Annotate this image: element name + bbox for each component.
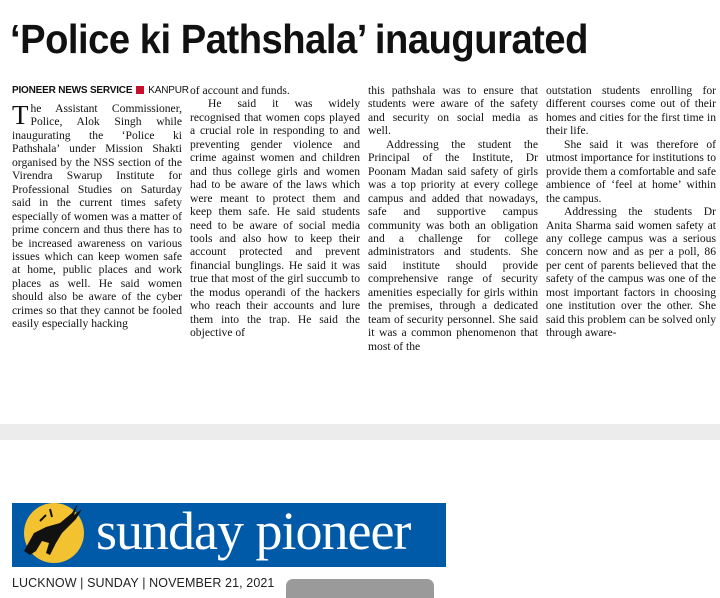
byline-location: KANPUR	[148, 85, 189, 96]
article-paragraph: He said it was widely recognised that women cops played a crucial role in responding to and preventing gender violence and crime against women and children and thus college girls and women had to be aware of the laws which were meant to protect them and keep them safe. He said students need to be aware of social media tools and also how to keep their account protected and prevent financial bunglings. He said it was true that most of the girl succumb to the modus operandi of the hackers who reach their accounts and lure them into the trap. He said the objective of	[190, 97, 360, 340]
deer-emblem-icon	[16, 493, 96, 569]
paragraph-text: he Assistant Commissioner, Police, Alok Singh while inaugurating the ‘Police ki Pathshala’ under Mission Shakti organised by the NSS section of the Virendra Swarup Institute for Professional Studies on Saturday said in the current times safety especially of women was a matter of prime concern and thus there has to be increased awareness on various issues which can keep women safe at home, public places and work places as well. He said women should also be aware of the cyber crimes so that they cannot be fooled easily especially hacking	[12, 102, 182, 331]
article-paragraph: this pathshala was to ensure that students were aware of the safety and security on social media as well.	[368, 84, 538, 138]
byline-marker-icon	[136, 86, 144, 94]
article-paragraph: She said it was therefore of utmost importance for institutions to provide them a comfortable and safe ambience of ‘feel at home’ within the campus.	[546, 137, 716, 205]
article-paragraph: of account and funds.	[190, 84, 290, 97]
page-divider	[0, 424, 720, 440]
masthead-dateline: LUCKNOW | SUNDAY | NOVEMBER 21, 2021	[12, 576, 275, 590]
masthead	[12, 503, 446, 567]
article-column-3	[368, 84, 538, 353]
article-column-2	[190, 84, 360, 340]
article-paragraph: Addressing the students Dr Anita Sharma said women safety at any college campus was a serious concern now and as per a poll, 86 per cent of parents believed that the safety of the campus was one of the most important factors in choosing one institution over the other. She said this problem can be solved only through aware-	[546, 205, 716, 340]
article-headline: ‘Police ki Pathshala’ inaugurated	[10, 16, 588, 62]
overlay-bar	[286, 579, 434, 598]
article-column-1	[12, 84, 189, 331]
article-paragraph	[12, 102, 182, 331]
drop-cap: T	[12, 100, 29, 130]
article-paragraph: Addressing the student the Principal of the Institute, Dr Poonam Madan said safety of girls was a top priority at every college campus and added that nowadays, safe and supportive campus community was both an obligation and a challenge for college administrators and students. She said institute should provide comprehensive range of security amenities especially for girls within the premises, through a dedicated team of security personnel. She said it was a common phenomenon that most of the	[368, 137, 538, 353]
article-byline	[12, 84, 189, 98]
masthead-title: sunday pioneer	[96, 501, 411, 561]
article-column-4	[546, 84, 716, 340]
byline-agency: PIONEER NEWS SERVICE	[12, 85, 133, 96]
article-paragraph: outstation students enrolling for different courses come out of their homes and cities for the first time in their life.	[546, 84, 716, 138]
